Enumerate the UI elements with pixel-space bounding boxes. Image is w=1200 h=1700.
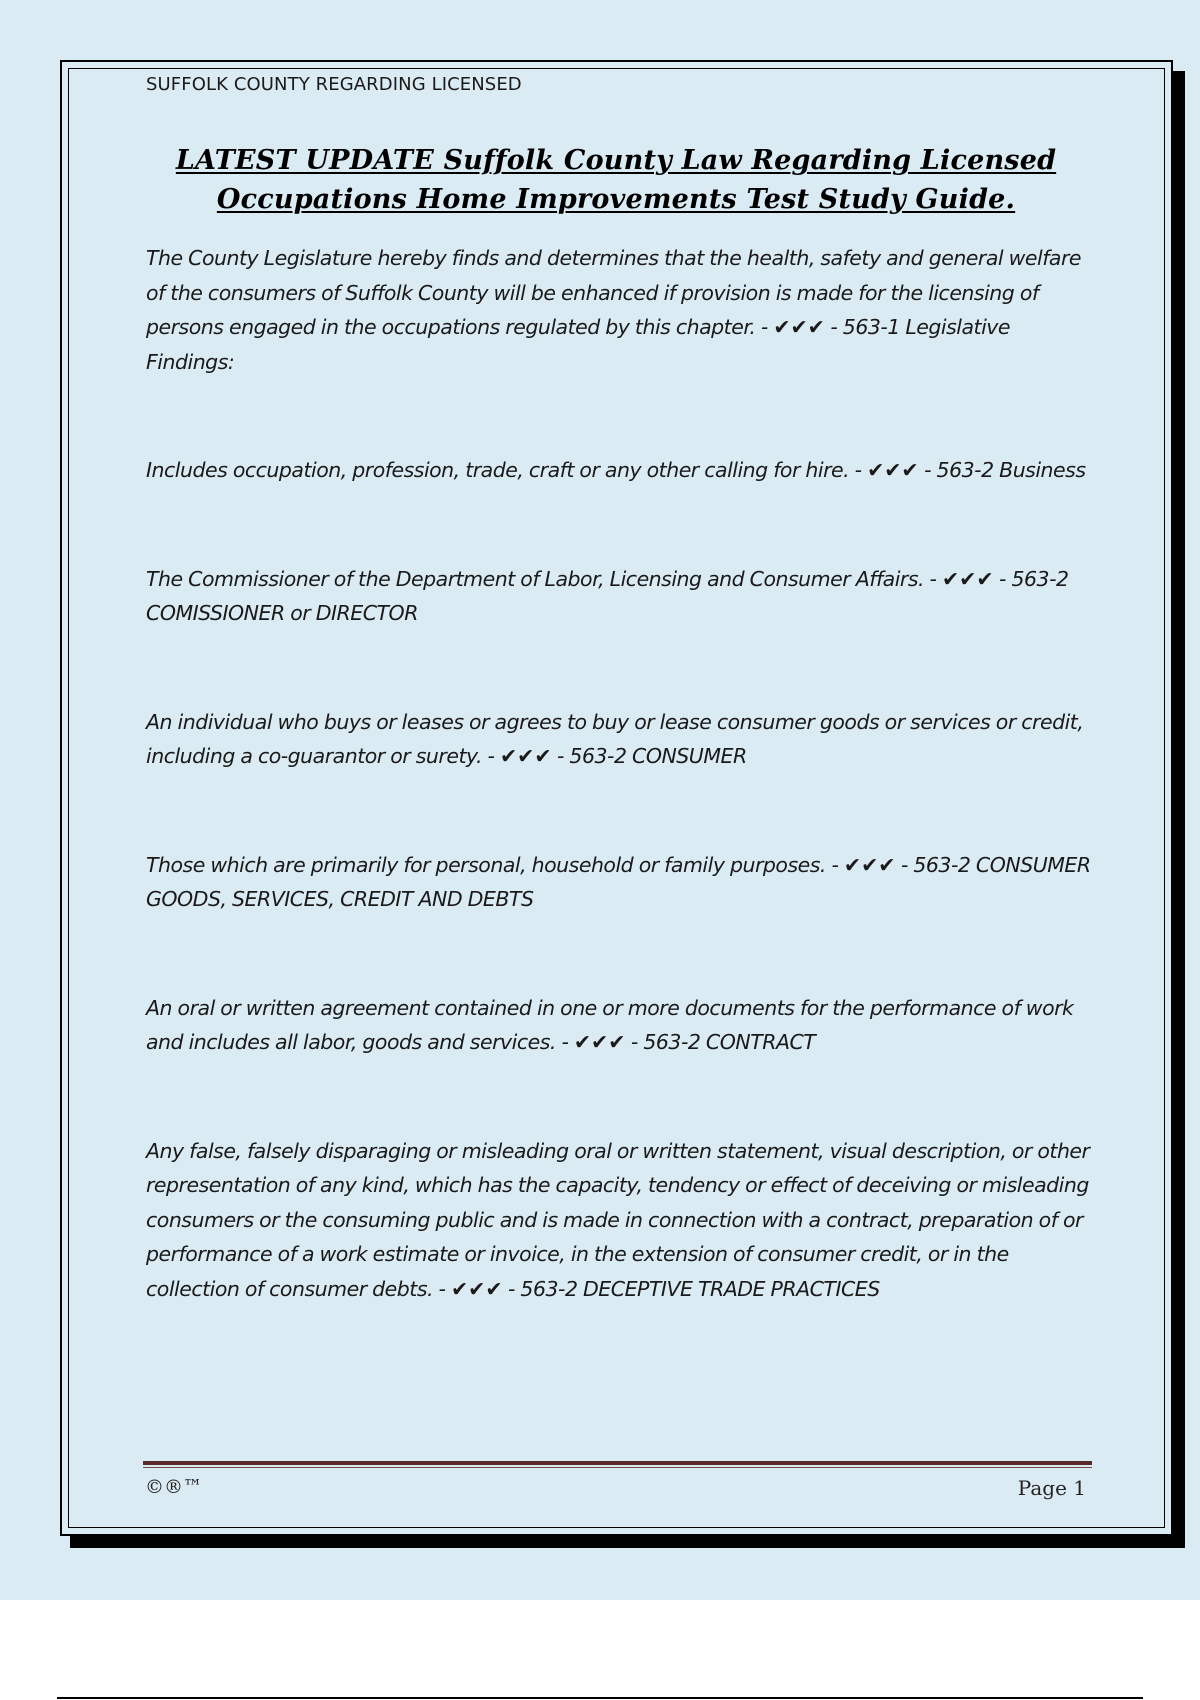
entry-question: The Commissioner of the Department of Labor, Licensing and Consumer Affairs. - — [146, 566, 942, 591]
check-marks-icon: ✔✔✔ — [450, 1276, 503, 1301]
check-marks-icon: ✔✔✔ — [573, 1030, 626, 1054]
entry — [146, 241, 1096, 379]
entry-question: An oral or written agreement contained in one or more documents for the performance of work and includes all labor, goods and services. - — [146, 995, 1074, 1054]
entry-answer: - 563-2 Business — [918, 458, 1086, 482]
entry-question: An individual who buys or leases or agrees to buy or lease consumer goods or services or credit, including a co-guarantor or surety. - — [146, 709, 1084, 768]
entry — [146, 1134, 1096, 1307]
entry-answer: - 563-2 CONTRACT — [625, 1030, 816, 1054]
check-marks-icon: ✔✔✔ — [773, 315, 825, 339]
check-marks-icon: ✔✔✔ — [499, 744, 552, 768]
footer-divider — [143, 1461, 1092, 1465]
check-marks-icon: ✔✔✔ — [941, 566, 994, 591]
next-page-divider — [57, 1697, 1143, 1699]
entry-question: Those which are primarily for personal, household or family purposes. - — [146, 852, 844, 877]
entry — [146, 848, 1096, 917]
entry-answer: - 563-2 DECEPTIVE TRADE PRACTICES — [502, 1276, 880, 1301]
entry-answer: - 563-1 Legislative Findings: — [146, 315, 1011, 374]
running-header: SUFFOLK COUNTY REGARDING LICENSED — [146, 74, 522, 95]
entry — [146, 991, 1096, 1060]
entry — [146, 705, 1096, 774]
check-marks-icon: ✔✔✔ — [843, 852, 896, 877]
entry-answer: - 563-2 COMISSIONER or DIRECTOR — [146, 566, 1069, 625]
entry-answer: - 563-2 CONSUMER GOODS, SERVICES, CREDIT AND DEBTS — [146, 852, 1091, 911]
entry-question: The County Legislature hereby finds and determines that the health, safety and general welfare of the consumers of Suffolk County will be enhanced if provision is made for the licensing of persons engaged in the occupations regulated by this chapter. - — [146, 246, 1082, 339]
document-title: LATEST UPDATE Suffolk County Law Regarding Licensed Occupations Home Improvements Test Study Guide. — [175, 145, 1057, 215]
study-guide-entries — [146, 241, 1096, 1306]
page-number: Page 1 — [1017, 1476, 1086, 1500]
entry — [146, 562, 1096, 631]
entry-answer: - 563-2 CONSUMER — [551, 744, 747, 768]
entry-question: Any false, falsely disparaging or misleading oral or written statement, visual description, or other representation of any kind, which has the capacity, tendency or effect of deceiving or misleading consumers or the consuming public and is made in connection with a contract, preparation of or performance of a work estimate or invoice, in the extension of consumer credit, or in the collection of consumer debts. - — [146, 1138, 1090, 1301]
footer-symbols: ©®™ — [145, 1476, 202, 1498]
check-marks-icon: ✔✔✔ — [867, 458, 919, 482]
entry — [146, 453, 1096, 488]
footer-divider-thin — [143, 1467, 1092, 1468]
entry-question: Includes occupation, profession, trade, craft or any other calling for hire. - — [146, 458, 868, 482]
